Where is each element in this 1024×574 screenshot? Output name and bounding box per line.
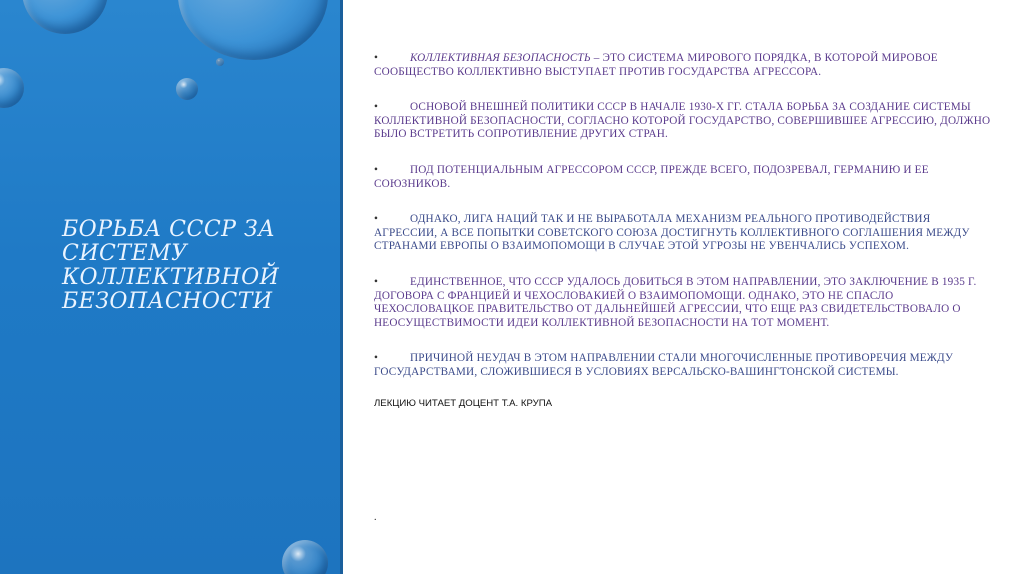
paragraph-aggressor: • ПОД ПОТЕНЦИАЛЬНЫМ АГРЕССОРОМ СССР, ПРЕЖДЕ ВСЕГО, ПОДОЗРЕВАЛ, ГЕРМАНИЮ И ЕЕ СОЮЗНИКОВ. — [374, 163, 929, 190]
water-drop-tiny — [216, 58, 224, 66]
panel-divider — [340, 0, 343, 574]
paragraph-definition: • КОЛЛЕКТИВНАЯ БЕЗОПАСНОСТЬ – ЭТО СИСТЕМА МИРОВОГО ПОРЯДКА, В КОТОРОЙ МИРОВОЕ СООБЩЕСТВО КОЛЛЕКТИВНО ВЫСТУПАЕТ ПРОТИВ ГОСУДАРСТВА АГРЕССОРА. — [374, 52, 938, 78]
bullet: • — [374, 101, 379, 114]
italic-term: КОЛЛЕКТИВНАЯ БЕЗОПАСНОСТЬ — [410, 52, 591, 64]
bullet: • — [374, 52, 379, 64]
paragraph-treaty-1935: • ЕДИНСТВЕННОЕ, ЧТО СССР УДАЛОСЬ ДОБИТЬСЯ В ЭТОМ НАПРАВЛЕНИИ, ЭТО ЗАКЛЮЧЕНИЕ В 1935 Г. ДОГОВОРА С ФРАНЦИЕЙ И ЧЕХОСЛОВАКИЕЙ О ВЗАИМОПОМОЩИ. ОДНАКО, ЭТО НЕ СПАСЛО ЧЕХОСЛОВАЦКОЕ ПРАВИТЕЛЬСТВО ОТ ДАЛЬНЕЙШЕЙ АГРЕССИИ, ЧТО ЕЩЕ РАЗ СВИДЕТЕЛЬСТВОВАЛО О НЕОСУЩЕСТВИМОСТИ ИДЕИ КОЛЛЕКТИВНОЙ БЕЗОПАСНОСТИ НА ТОТ МОМЕНТ. — [374, 275, 977, 329]
water-drop-small — [176, 78, 198, 100]
water-drop-large — [22, 0, 108, 34]
lecturer-credit: ЛЕКЦИЮ ЧИТАЕТ ДОЦЕНТ Т.А. КРУПА — [374, 397, 553, 409]
paragraph-foreign-policy: • ОСНОВОЙ ВНЕШНЕЙ ПОЛИТИКИ СССР В НАЧАЛЕ 1930-Х ГГ. СТАЛА БОРЬБА ЗА СОЗДАНИЕ СИСТЕМЫ КОЛЛЕКТИВНОЙ БЕЗОПАСНОСТИ, СОГЛАСНО КОТОРОЙ ГОСУДАРСТВО, СОВЕРШИВШЕЕ АГРЕССИЮ, ДОЛЖНО БЫЛО ВСТРЕТИТЬ СОПРОТИВЛЕНИЕ ДРУГИХ СТРАН. — [374, 101, 991, 141]
left-panel — [0, 0, 340, 574]
bullet: • — [374, 275, 379, 288]
bullet: • — [374, 213, 379, 226]
slide-content — [374, 52, 994, 409]
paragraph-league-of-nations: • ОДНАКО, ЛИГА НАЦИЙ ТАК И НЕ ВЫРАБОТАЛА МЕХАНИЗМ РЕАЛЬНОГО ПРОТИВОДЕЙСТВИЯ АГРЕССИИ, А ВСЕ ПОПЫТКИ СОВЕТСКОГО СОЮЗА ДОСТИГНУТЬ КОЛЛЕКТИВНОГО СОГЛАШЕНИЯ МЕЖДУ СТРАНАМИ ЕВРОПЫ О ВЗАИМОПОМОЩИ В СЛУЧАЕ ЭТОЙ УГРОЗЫ НЕ УВЕНЧАЛИСЬ УСПЕХОМ. — [374, 213, 970, 253]
water-drop-left — [0, 68, 24, 108]
water-drop-top — [178, 0, 328, 60]
water-drop-bottom — [282, 540, 328, 574]
bullet: • — [374, 163, 379, 176]
bullet: • — [374, 352, 379, 365]
paragraph-causes: • ПРИЧИНОЙ НЕУДАЧ В ЭТОМ НАПРАВЛЕНИИ СТАЛИ МНОГОЧИСЛЕННЫЕ ПРОТИВОРЕЧИЯ МЕЖДУ ГОСУДАРСТВАМИ, СЛОЖИВШИЕСЯ В УСЛОВИЯХ ВЕРСАЛЬСКО-ВАШИНГТОНСКОЙ СИСТЕМЫ. — [374, 352, 954, 378]
trailing-dot: . — [374, 512, 377, 523]
slide-title: БОРЬБА СССР ЗА СИСТЕМУ КОЛЛЕКТИВНОЙ БЕЗОПАСНОСТИ — [62, 217, 280, 314]
